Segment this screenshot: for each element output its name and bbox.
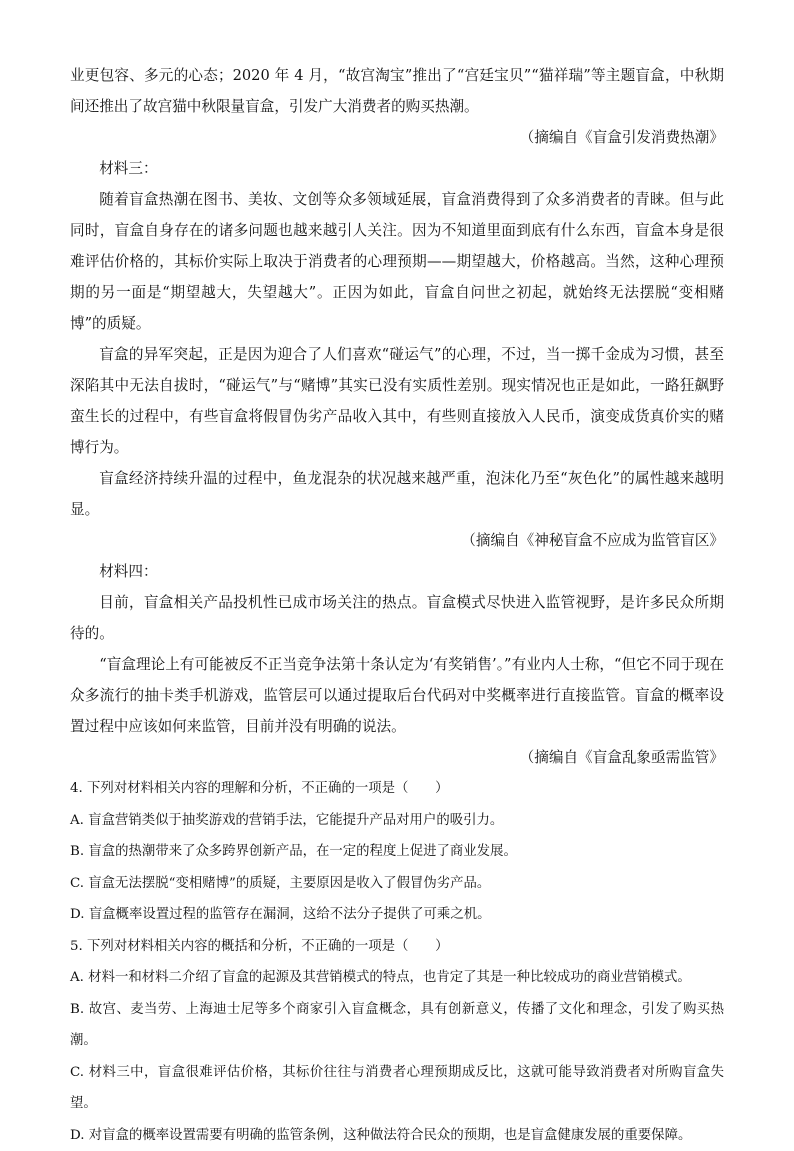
- exam-page: [70, 60, 724, 1151]
- question-4-option-d: D. 盲盒概率设置过程的监管存在漏洞，这给不法分子提供了可乘之机。: [70, 899, 724, 931]
- question-5-option-c: C. 材料三中，盲盒很难评估价格，其标价往往与消费者心理预期成反比，这就可能导致消费者对所购盲盒失望。: [70, 1057, 724, 1120]
- question-4-option-a: A. 盲盒营销类似于抽奖游戏的营销手法，它能提升产品对用户的吸引力。: [70, 805, 724, 837]
- material3-paragraph-3: 盲盒经济持续升温的过程中，鱼龙混杂的状况越来越严重，泡沫化乃至“灰色化”的属性越来越明显。: [70, 463, 724, 525]
- material2-continued-paragraph: 业更包容、多元的心态；2020 年 4 月，“故宫淘宝”推出了“宫廷宝贝”“猫祥瑞”等主题盲盒，中秋期间还推出了故宫猫中秋限量盲盒，引发广大消费者的购买热潮。: [70, 60, 724, 122]
- question-5-option-b: B. 故宫、麦当劳、上海迪士尼等多个商家引入盲盒概念，具有创新意义，传播了文化和理念，引发了购买热潮。: [70, 994, 724, 1057]
- material3-paragraph-2: 盲盒的异军突起，正是因为迎合了人们喜欢“碰运气”的心理，不过，当一掷千金成为习惯，甚至深陷其中无法自拔时，“碰运气”与“赌博”其实已没有实质性差别。现实情况也正是如此，一路狂飙野蛮生长的过程中，有些盲盒将假冒伪劣产品收入其中，有些则直接放入人民币，演变成货真价实的赌博行为。: [70, 339, 724, 463]
- material3-heading: 材料三：: [70, 153, 724, 184]
- material4-paragraph-1: 目前，盲盒相关产品投机性已成市场关注的热点。盲盒模式尽快进入监管视野，是许多民众所期待的。: [70, 587, 724, 649]
- material4-heading: 材料四：: [70, 556, 724, 587]
- material4-paragraph-2: “盲盒理论上有可能被反不正当竞争法第十条认定为‘有奖销售’。”有业内人士称，“但它不同于现在众多流行的抽卡类手机游戏，监管层可以通过提取后台代码对中奖概率进行直接监管。盲盒的概率设置过程中应该如何来监管，目前并没有明确的说法。: [70, 649, 724, 742]
- question-4-option-b: B. 盲盒的热潮带来了众多跨界创新产品，在一定的程度上促进了商业发展。: [70, 836, 724, 868]
- question-5-option-a: A. 材料一和材料二介绍了盲盒的起源及其营销模式的特点，也肯定了其是一种比较成功的商业营销模式。: [70, 962, 724, 994]
- question-5-stem: 5. 下列对材料相关内容的概括和分析，不正确的一项是（ ）: [70, 931, 724, 963]
- question-4-option-c: C. 盲盒无法摆脱“变相赌博”的质疑，主要原因是收入了假冒伪劣产品。: [70, 868, 724, 900]
- material3-paragraph-1: 随着盲盒热潮在图书、美妆、文创等众多领域延展，盲盒消费得到了众多消费者的青睐。但与此同时，盲盒自身存在的诸多问题也越来越引人关注。因为不知道里面到底有什么东西，盲盒本身是很难评估价格的，其标价实际上取决于消费者的心理预期——期望越大，价格越高。当然，这种心理预期的另一面是“期望越大，失望越大”。正因为如此，盲盒自问世之初起，就始终无法摆脱“变相赌博”的质疑。: [70, 184, 724, 339]
- question-5-option-d: D. 对盲盒的概率设置需要有明确的监管条例，这种做法符合民众的预期，也是盲盒健康发展的重要保障。: [70, 1120, 724, 1151]
- question-4-stem: 4. 下列对材料相关内容的理解和分析，不正确的一项是（ ）: [70, 773, 724, 805]
- material4-source: （摘编自《盲盒乱象亟需监管》: [70, 742, 724, 773]
- material2-source: （摘编自《盲盒引发消费热潮》: [70, 122, 724, 153]
- material3-source: （摘编自《神秘盲盒不应成为监管盲区》: [70, 525, 724, 556]
